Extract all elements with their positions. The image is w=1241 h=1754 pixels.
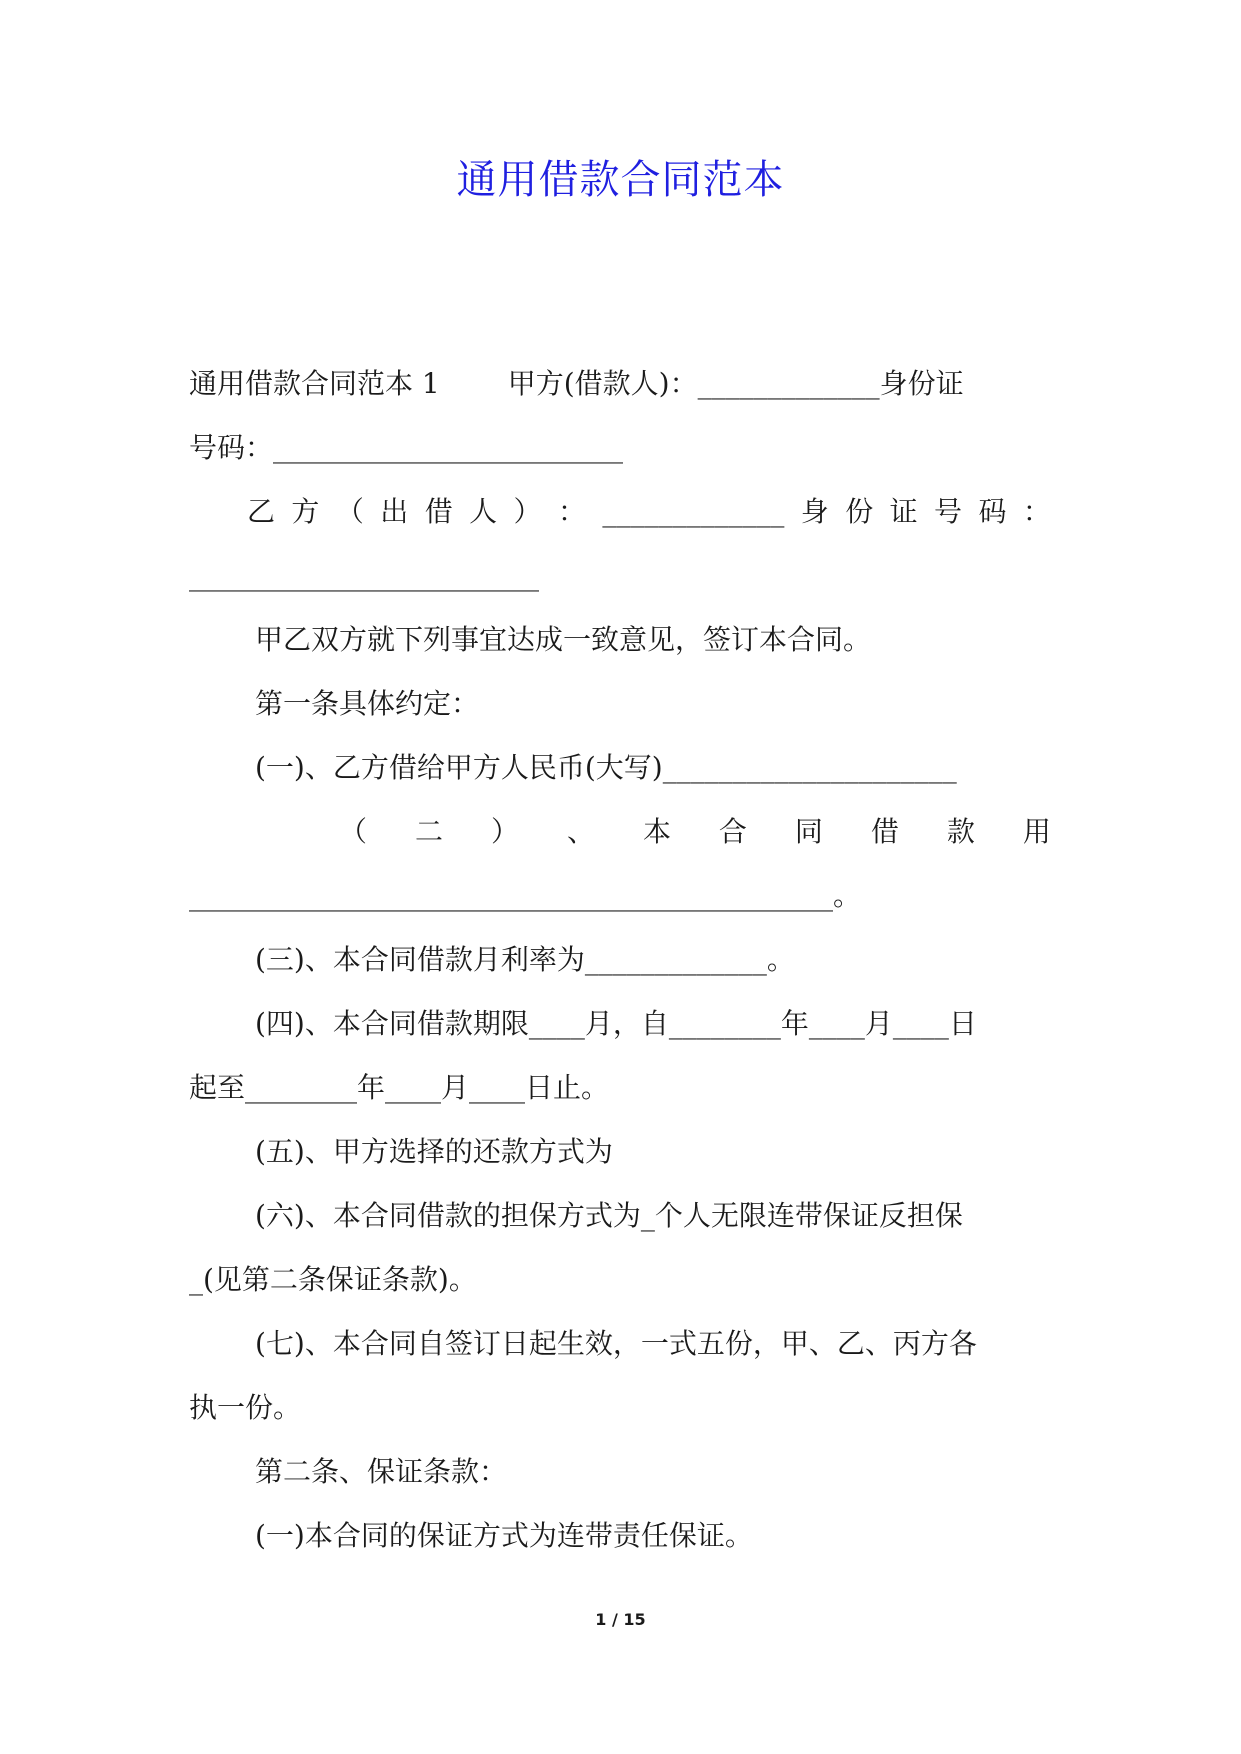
clause-effective-cont: 执一份。 — [189, 1391, 302, 1424]
page-number: 1 / 15 — [595, 1610, 646, 1629]
article-2-heading: 第二条、保证条款： — [255, 1455, 508, 1488]
clause-char: 、 — [566, 815, 595, 848]
party-b-char: 出 — [380, 495, 409, 528]
party-b-char: ： — [557, 495, 586, 528]
party-b-char: （ — [335, 495, 364, 528]
clause-loan-amount: (一)、乙方借给甲方人民币(大写)_____________________ — [255, 751, 957, 784]
article-1-heading: 第一条具体约定： — [255, 687, 480, 720]
party-b-line — [189, 480, 1051, 544]
loan-purpose-blank: ______________________________________________。 — [189, 879, 862, 912]
clause-joint-liability: (一)本合同的保证方式为连带责任保证。 — [255, 1519, 753, 1552]
party-a-borrower: 甲方(借款人)：_____________身份证 — [507, 367, 964, 400]
clause-effective: (七)、本合同自签订日起生效，一式五份，甲、乙、丙方各 — [255, 1327, 977, 1360]
clause-char: 同 — [794, 815, 823, 848]
party-b-char: 乙 — [247, 495, 276, 528]
clause-char: 二 — [414, 815, 443, 848]
clause-loan-term-end: 起至________年____月____日止。 — [189, 1071, 610, 1104]
clause-char: 合 — [718, 815, 747, 848]
party-b-char: 号 — [934, 495, 963, 528]
clause-char: 借 — [870, 815, 899, 848]
clause-char: 款 — [946, 815, 975, 848]
party-b-char: 份 — [845, 495, 874, 528]
party-b-char: 借 — [424, 495, 453, 528]
clause-char: 用 — [1022, 815, 1051, 848]
party-b-char: 人 — [469, 495, 498, 528]
document-title: 通用借款合同范本 — [456, 157, 785, 203]
clause-char: ） — [490, 815, 519, 848]
clause-char: （ — [339, 815, 368, 848]
party-b-char: 证 — [889, 495, 918, 528]
contract-template-label: 通用借款合同范本 1 — [189, 367, 440, 400]
party-b-char: ） — [513, 495, 542, 528]
party-b-char: 码 — [978, 495, 1007, 528]
clause-loan-term: (四)、本合同借款期限____月，自________年____月____日 — [255, 1007, 977, 1040]
clause-repayment-method: (五)、甲方选择的还款方式为 — [255, 1135, 613, 1168]
clause-interest-rate: (三)、本合同借款月利率为_____________。 — [255, 943, 795, 976]
clause-loan-purpose — [189, 800, 1051, 864]
party-a-id-line: 号码：_________________________ — [189, 431, 624, 464]
document-body — [189, 352, 1051, 1568]
party-a-line — [189, 352, 1051, 416]
party-b-char: 方 — [291, 495, 320, 528]
party-b-id-blank: _________________________ — [189, 559, 539, 592]
party-b-char: ： — [1022, 495, 1051, 528]
party-b-char: 身 — [800, 495, 829, 528]
clause-guarantee-method: (六)、本合同借款的担保方式为_个人无限连带保证反担保 — [255, 1199, 963, 1232]
clause-guarantee-method-cont: _(见第二条保证条款)。 — [189, 1263, 477, 1296]
agreement-statement: 甲乙双方就下列事宜达成一致意见，签订本合同。 — [255, 623, 872, 656]
party-b-blank: _____________ — [602, 495, 785, 528]
clause-char: 本 — [642, 815, 671, 848]
